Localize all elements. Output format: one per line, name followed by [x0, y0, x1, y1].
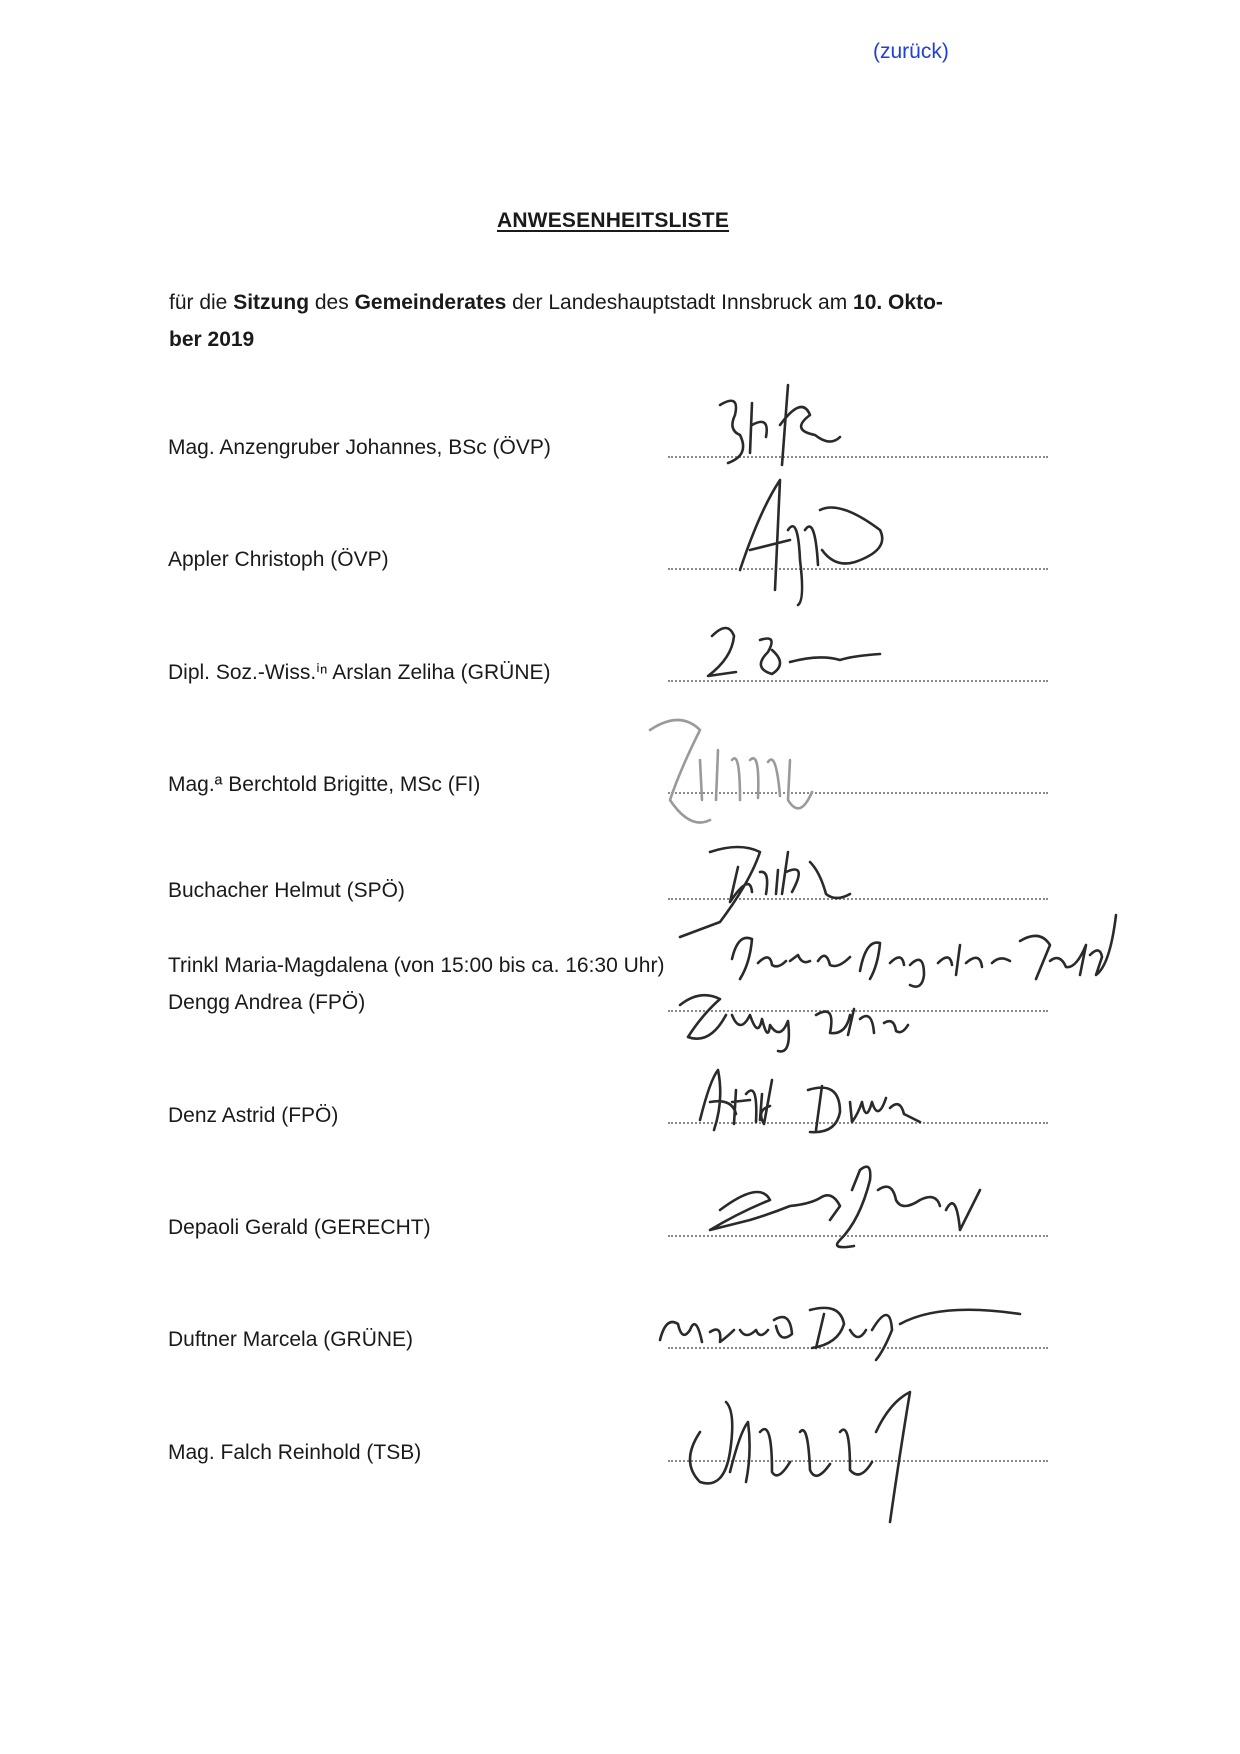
signature-anzengruber [640, 375, 1120, 485]
back-link[interactable]: (zurück) [873, 40, 949, 63]
intro-sitzung: Sitzung [233, 291, 310, 314]
attendee-name: Appler Christoph (ÖVP) [168, 548, 389, 571]
intro-text: für die [169, 291, 234, 314]
intro-gemeinderat: Gemeinderates [354, 291, 507, 314]
intro-date-cont: ber 2019 [169, 328, 255, 351]
attendee-name: Dengg Andrea (FPÖ) [168, 991, 366, 1014]
session-intro [169, 284, 1029, 358]
signature-appler [640, 470, 1120, 610]
attendee-name: Denz Astrid (FPÖ) [168, 1104, 339, 1127]
attendee-name: Buchacher Helmut (SPÖ) [168, 879, 405, 902]
attendee-name: Mag. Falch Reinhold (TSB) [168, 1441, 422, 1464]
signature-depaoli [640, 1150, 1120, 1260]
intro-text: des [309, 291, 355, 314]
signature-trinkl [640, 905, 1120, 995]
attendee-name: Mag. Anzengruber Johannes, BSc (ÖVP) [168, 436, 551, 459]
attendee-name: Mag.ª Berchtold Brigitte, MSc (FI) [168, 773, 481, 796]
intro-date: 10. Okto- [853, 291, 943, 314]
attendee-name: Trinkl Maria-Magdalena (von 15:00 bis ca. 16:30 Uhr) [168, 954, 665, 977]
attendee-name: Duftner Marcela (GRÜNE) [168, 1328, 414, 1351]
signature-denz [640, 1050, 1120, 1150]
attendee-name: Dipl. Soz.-Wiss.ⁱⁿ Arslan Zeliha (GRÜNE) [168, 661, 551, 684]
intro-text: der Landeshauptstadt Innsbruck am [506, 291, 854, 314]
signature-duftner [640, 1290, 1120, 1370]
attendee-name: Depaoli Gerald (GERECHT) [168, 1216, 431, 1239]
signature-dengg [640, 985, 1120, 1055]
document-title: ANWESENHEITSLISTE [496, 209, 730, 232]
signature-falch [640, 1372, 1120, 1532]
signature-arslan [640, 612, 1120, 692]
